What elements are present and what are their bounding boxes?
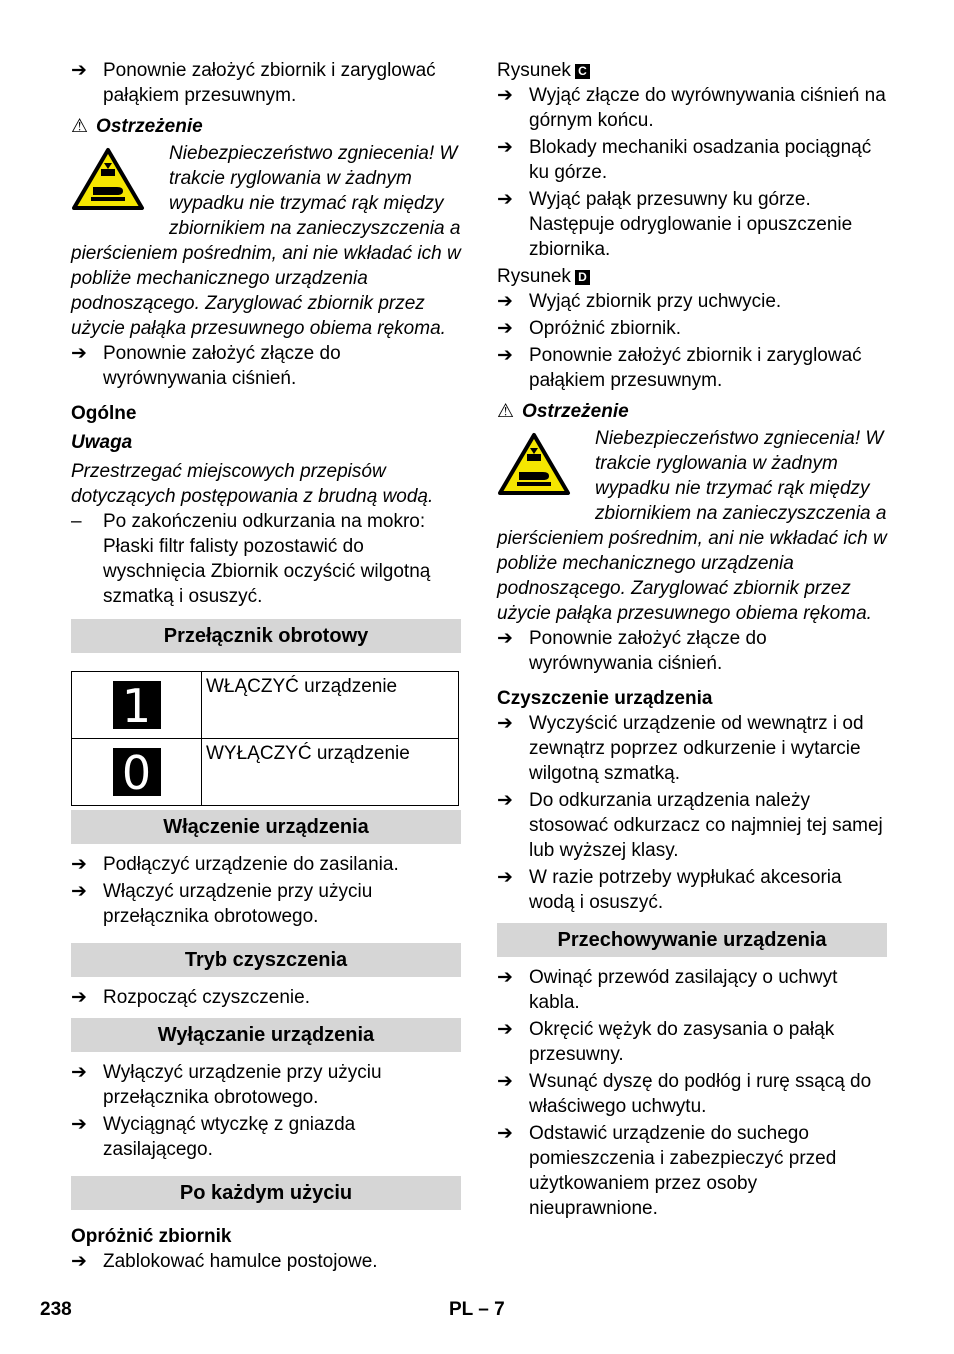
list-item-text: Po zakończeniu odkurzania na mokro: Płaski filtr falisty pozostawić do wyschnięcia Zbiornik oczyścić wilgotną szmatką i osuszyć.: [103, 511, 431, 607]
figure-letter-badge: D: [575, 270, 590, 285]
hand-crush-hazard-icon: [497, 432, 571, 496]
arrow-right-icon: ➔: [497, 628, 513, 649]
arrow-right-icon: ➔: [497, 137, 513, 158]
arrow-right-icon: ➔: [497, 85, 513, 106]
figure-letter-badge: C: [575, 64, 590, 79]
step: [497, 1069, 887, 1119]
arrow-right-icon: ➔: [497, 967, 513, 988]
arrow-right-icon: ➔: [71, 60, 87, 81]
language-code: PL: [449, 1299, 473, 1320]
arrow-right-icon: ➔: [71, 854, 87, 875]
step-text: Okręcić wężyk do zasysania o pałąk przesuwny.: [529, 1019, 835, 1065]
warning-heading: ⚠ Ostrzeżenie: [497, 401, 629, 422]
arrow-right-icon: ➔: [71, 343, 87, 364]
step: [71, 852, 461, 877]
switch-on-symbol: 1: [113, 681, 161, 729]
arrow-right-icon: ➔: [71, 881, 87, 902]
step: [497, 316, 887, 341]
general-heading: Ogólne: [71, 403, 137, 424]
arrow-right-icon: ➔: [497, 790, 513, 811]
arrow-right-icon: ➔: [497, 345, 513, 366]
warning-text: Niebezpieczeństwo zgniecenia! W trakcie ryglowania w żadnym wypadku nie trzymać rąk między zbiornikiem na zanieczyszczenia a pierścieniem pośrednim, ani nie wkładać ich w pobliże mechanicznego urządzenia podnoszącego. Zaryglować zbiornik przez użycie pałąka przesuwnego obiema rękoma.: [497, 428, 887, 624]
switch-on-label: WŁĄCZYĆ urządzenie: [202, 672, 459, 739]
step: [497, 711, 887, 786]
arrow-right-icon: ➔: [497, 1123, 513, 1144]
section-heading-storage: Przechowywanie urządzenia: [497, 923, 887, 957]
list-item: [71, 509, 461, 609]
table-row: [72, 739, 459, 806]
step-text: Ponownie założyć złącze do wyrównywania ciśnień.: [529, 628, 767, 674]
arrow-right-icon: ➔: [497, 1019, 513, 1040]
section-heading-after-use: Po każdym użyciu: [71, 1176, 461, 1210]
warning-text: Niebezpieczeństwo zgniecenia! W trakcie ryglowania w żadnym wypadku nie trzymać rąk między zbiornikiem na zanieczyszczenia a pierścieniem pośrednim, ani nie wkładać ich w pobliże mechanicznego urządzenia podnoszącego. Zaryglować zbiornik przez użycie pałąka przesuwnego obiema rękoma.: [71, 143, 461, 339]
note-label: Uwaga: [71, 432, 133, 453]
arrow-right-icon: ➔: [71, 1114, 87, 1135]
step: [71, 1249, 461, 1274]
step: [497, 1121, 887, 1221]
step: [71, 985, 461, 1010]
step: [497, 187, 887, 262]
warning-body: [497, 426, 887, 626]
arrow-right-icon: ➔: [71, 1062, 87, 1083]
section-heading-rotary-switch: Przełącznik obrotowy: [71, 619, 461, 653]
empty-container-heading: Opróżnić zbiornik: [71, 1226, 232, 1247]
arrow-right-icon: ➔: [497, 189, 513, 210]
step-text: Ponownie założyć zbiornik i zaryglować pałąkiem przesuwnym.: [529, 345, 862, 391]
step: [497, 965, 887, 1015]
warning-heading: ⚠ Ostrzeżenie: [71, 116, 203, 137]
step-text: Wyczyścić urządzenie od wewnątrz i od zewnątrz poprzez odkurzenie i wytarcie wilgotną szmatką.: [529, 713, 864, 784]
step: [497, 135, 887, 185]
step: [71, 58, 461, 108]
switch-off-label: WYŁĄCZYĆ urządzenie: [202, 739, 459, 806]
arrow-right-icon: ➔: [497, 318, 513, 339]
arrow-right-icon: ➔: [497, 867, 513, 888]
step-text: Wyjąć zbiornik przy uchwycie.: [529, 291, 782, 312]
step: [497, 788, 887, 863]
step-text: Do odkurzania urządzenia należy stosować odkurzacz co najmniej tej samej lub wyższej klasy.: [529, 790, 883, 861]
section-heading-cleaning-mode: Tryb czyszczenia: [71, 943, 461, 977]
arrow-right-icon: ➔: [497, 713, 513, 734]
step-text: Wyjąć pałąk przesuwny ku górze. Następuje odryglowanie i opuszczenie zbiornika.: [529, 189, 853, 260]
step-text: Blokady mechaniki osadzania pociągnąć ku górze.: [529, 137, 872, 183]
step: [497, 626, 887, 676]
step: [497, 83, 887, 133]
step-text: Podłączyć urządzenie do zasilania.: [103, 854, 399, 875]
warning-triangle-icon: ⚠: [497, 401, 515, 422]
page-ref: – 7: [478, 1299, 505, 1320]
switch-off-symbol: 0: [113, 748, 161, 796]
hand-crush-hazard-icon: [71, 147, 145, 211]
step-text: Włączyć urządzenie przy użyciu przełącznika obrotowego.: [103, 881, 373, 927]
right-column: [497, 58, 887, 1221]
step-text: Odstawić urządzenie do suchego pomieszczenia i zabezpieczyć przed użytkowaniem przez osoby nieuprawnione.: [529, 1123, 837, 1219]
step-text: W razie potrzeby wypłukać akcesoria wodą i osuszyć.: [529, 867, 842, 913]
note-text: Przestrzegać miejscowych przepisów dotyczących postępowania z brudną wodą.: [71, 461, 434, 507]
step-text: Rozpocząć czyszczenie.: [103, 987, 310, 1008]
dash-bullet: –: [71, 511, 82, 532]
warning-body: [71, 141, 461, 341]
table-row: [72, 672, 459, 739]
section-heading-switch-off: Wyłączanie urządzenia: [71, 1018, 461, 1052]
step: [71, 879, 461, 929]
step-text: Wyłączyć urządzenie przy użyciu przełącznika obrotowego.: [103, 1062, 382, 1108]
step-text: Wyciągnąć wtyczkę z gniazda zasilającego.: [103, 1114, 356, 1160]
section-heading-switch-on: Włączenie urządzenia: [71, 810, 461, 844]
step-text: Ponownie założyć zbiornik i zaryglować pałąkiem przesuwnym.: [103, 60, 436, 106]
switch-table: [71, 671, 459, 806]
cleaning-heading: Czyszczenie urządzenia: [497, 688, 713, 709]
figure-reference-d: Rysunek D: [497, 264, 887, 289]
step: [497, 343, 887, 393]
step: [71, 1060, 461, 1110]
step-text: Ponownie założyć złącze do wyrównywania ciśnień.: [103, 343, 341, 389]
figure-reference-c: Rysunek C: [497, 58, 887, 83]
step: [497, 865, 887, 915]
step-text: Wsunąć dyszę do podłóg i rurę ssącą do właściwego uchwytu.: [529, 1071, 872, 1117]
arrow-right-icon: ➔: [71, 1251, 87, 1272]
arrow-right-icon: ➔: [497, 1071, 513, 1092]
step: [497, 289, 887, 314]
step-text: Opróżnić zbiornik.: [529, 318, 682, 339]
step: [497, 1017, 887, 1067]
step: [71, 341, 461, 391]
arrow-right-icon: ➔: [497, 291, 513, 312]
page-number: 238: [40, 1299, 72, 1320]
page-language-ref: [449, 1297, 505, 1322]
step: [71, 1112, 461, 1162]
step-text: Zablokować hamulce postojowe.: [103, 1251, 378, 1272]
arrow-right-icon: ➔: [71, 987, 87, 1008]
warning-triangle-icon: ⚠: [71, 116, 89, 137]
left-column: [71, 58, 461, 1274]
step-text: Owinąć przewód zasilający o uchwyt kabla.: [529, 967, 838, 1013]
step-text: Wyjąć złącze do wyrównywania ciśnień na górnym końcu.: [529, 85, 886, 131]
